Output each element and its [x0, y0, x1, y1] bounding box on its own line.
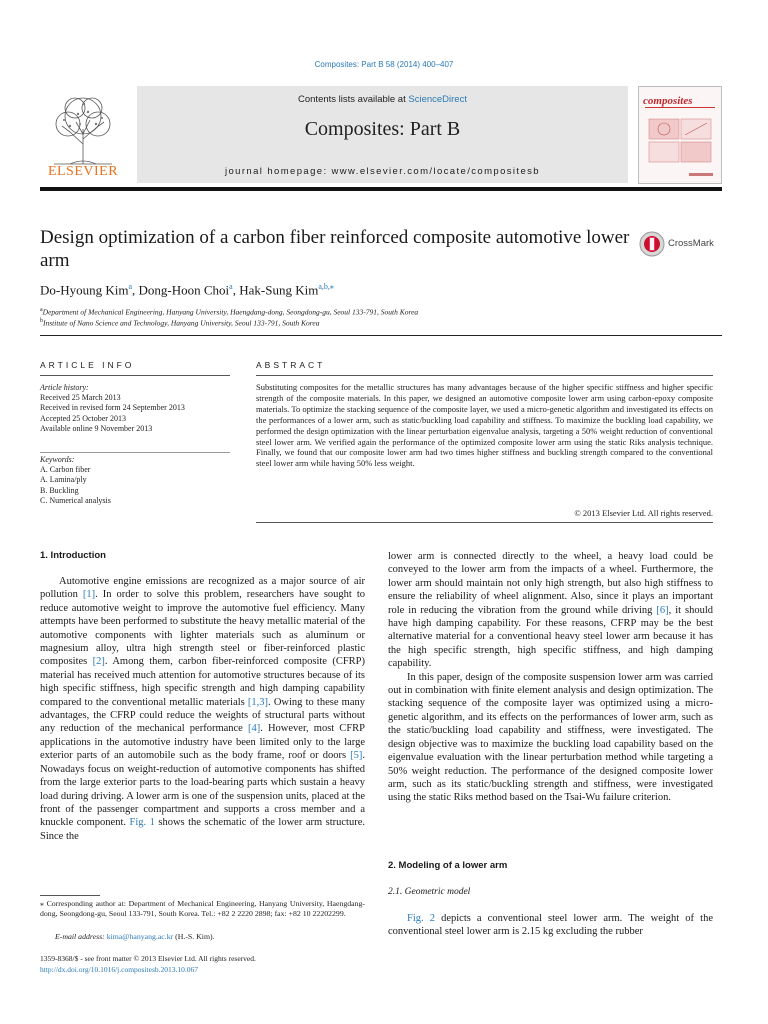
citation-link[interactable]: [1] [82, 589, 96, 601]
affiliation-text: Institute of Nano Science and Technology, Hanyang University, Seoul 133-791, South Korea [43, 318, 320, 328]
cover-title: composites [643, 95, 693, 107]
section-2-body [388, 912, 713, 939]
keywords-label: Keywords: [40, 455, 75, 464]
right-column-body [388, 550, 713, 805]
article-history-label: Article history: [40, 383, 89, 392]
affiliation-marker: b [40, 318, 43, 324]
paragraph-continued [388, 550, 713, 671]
text-run: lower arm is connected directly to the wheel, a heavy load could be conveyed to the lower arm from the impacts of a wheel. Furthermore, the lower arm should maintain not only high strength, but also high stiffness to ensure the reliability of wheel alignment. Also, since it plays an important role in reducing the vibration from the ground while driving [388, 551, 713, 616]
sciencedirect-link[interactable]: ScienceDirect [408, 94, 467, 105]
author-affiliation-sup[interactable]: a [128, 282, 133, 291]
crossmark-icon [639, 231, 665, 257]
citation-link[interactable]: [4] [247, 723, 261, 735]
contents-prefix: Contents lists available at [298, 94, 409, 105]
email-link[interactable]: kima@hanyang.ac.kr [106, 932, 174, 941]
crossmark-label: CrossMark [668, 238, 714, 249]
history-item: Accepted 25 October 2013 [40, 413, 126, 423]
paper-title: Design optimization of a carbon fiber reinforced composite automotive lower arm [40, 227, 630, 271]
text-run: . In order to solve this problem, researchers have sought to reduce automotive weight to improve the automotive fuel efficiency. Many attempts have been performed to substitute the heavy metallic material of the automotive components with lighter materials such as aluminum or magnesium alloy, ultra high strength steel or fiber-reinforced plastic composites [40, 589, 365, 668]
history-item: Received 25 March 2013 [40, 393, 121, 402]
text-run: . Owing to these many advantages, the CFRP could reduce the weights of structural parts without any reduction of the mechanical performance [40, 696, 365, 735]
crossmark-button[interactable] [639, 230, 729, 260]
section-heading-introduction: 1. Introduction [40, 550, 106, 561]
journal-homepage [137, 166, 628, 177]
footnote-rule [40, 895, 100, 896]
author-name[interactable]: Dong-Hoon Choi [138, 282, 230, 298]
keywords-rule [40, 452, 230, 453]
paragraph: In this paper, design of the composite suspension lower arm was carried out in combination with finite element analysis and design optimization. The stacking sequence of the composite layer was optimized using a micro-genetic algorithm, and its effects on the performances of lower arm, such as the static/buckling load capability and stiffness, were investigated. The design objective was to maximize the buckling load capability based on the eigenvalue evaluation with the linear perturbation method while targeting a 50% weight reduction. The performance of the designed composite lower arm, such as its static/buckling strength and stiffness, were investigated using the static Riks method based on the Tsai-Wu failure criterion. [388, 671, 713, 804]
article-history [40, 393, 185, 435]
keywords-list [40, 465, 111, 507]
title-block-rule [40, 335, 722, 336]
paragraph [40, 575, 365, 843]
section-heading-modeling: 2. Modeling of a lower arm [388, 860, 508, 871]
abstract-text: Substituting composites for the metallic structures has many advantages because of the higher specific stiffness and higher specific strength of the composite materials. In this paper, we designed an automotive composite lower arm using carbon-epoxy composite materials. To optimize the stacking sequence of the composite layer, we used a micro-genetic algorithm and investigated its effects on the performances of a lower arm, such as static/buckling load capability and stiffness. To maximize the buckling load capability, we performed the design optimization with the linear perturbation eigenvalue analysis, targeting a 50% weight reduction of conventional steel lower arm. We verified again the performance of the optimized composite lower arm using the static Riks analysis technique. Finally, we found that our composite lower arm had two times higher stiffness and buckling strength compared to the conventional steel lower arm while having 50% less weight. [256, 382, 713, 469]
article-info-heading: ARTICLE INFO [40, 360, 135, 370]
elsevier-logo [40, 84, 126, 182]
figure-link[interactable]: Fig. 2 [407, 913, 435, 924]
keyword-item: B. Buckling [40, 485, 79, 495]
affiliation-marker: a [40, 307, 43, 313]
history-item: Received in revised form 24 September 2013 [40, 403, 185, 413]
text-run: , it should have high damping capability. For these reasons, CFRP may be the best alternative material for a conventional heavy steel lower arm because it has the high specific strength, high specific stiffness, and high damping capability. [388, 604, 714, 670]
abstract-rule-bottom [256, 522, 713, 523]
history-item: Available online 9 November 2013 [40, 424, 153, 434]
corresponding-author-footnote: ⁎ Corresponding author at: Department of Mechanical Engineering, Hanyang University, Haengdang-dong, Seongdong-gu, Seoul 133-791, South Korea. Tel.: +82 2 2220 2898; fax: +82 10 22202299. [40, 899, 365, 919]
citation-link[interactable]: [6] [656, 604, 669, 616]
text-run: depicts a conventional steel lower arm. The weight of the conventional steel lower arm is 2.15 kg excluding the rubber [388, 913, 713, 938]
subsection-heading-geometric-model: 2.1. Geometric model [388, 887, 471, 897]
affiliation-text: Department of Mechanical Engineering, Hanyang University, Haengdang-dong, Seongdong-gu, Seoul 133-791, South Korea [42, 307, 419, 317]
paragraph [388, 912, 713, 939]
abstract-rule-top [256, 375, 713, 376]
article-info-rule [40, 375, 230, 376]
keyword-item: A. Carbon fiber [40, 465, 91, 474]
abstract-copyright: © 2013 Elsevier Ltd. All rights reserved. [574, 508, 713, 518]
elsevier-wordmark: ELSEVIER [47, 164, 119, 179]
header-rule [40, 187, 722, 191]
text-run: Automotive engine emissions are recognized as a major source of air pollution [40, 576, 365, 601]
journal-citation[interactable]: Composites: Part B 58 (2014) 400–407 [314, 60, 454, 69]
affiliation-b [40, 318, 320, 328]
author-affiliation-sup[interactable]: a [229, 282, 233, 291]
text-run: shows the schematic of the lower arm structure. Since the [40, 817, 365, 842]
journal-title: Composites: Part B [304, 118, 461, 140]
keyword-item: C. Numerical analysis [40, 496, 111, 506]
text-run: . However, most CFRP applications in the automotive industry have been limited only to the large exterior parts of an automobile such as the body frame, roof or doors [40, 723, 365, 762]
citation-link[interactable]: [2] [92, 656, 105, 668]
author-affiliation-sup[interactable]: a,b,⁎ [318, 282, 334, 291]
email-label: E-mail address: [55, 932, 107, 941]
journal-cover-thumbnail[interactable] [638, 86, 722, 184]
text-run: . Nowadays focus on weight-reduction of automotive components has shifted from the large exterior parts to the load-bearing parts which sustain a heavy load during driving. A lower arm is one of the suspension units, placed at the front of the passenger compartment and supports a cross member and a knuckle component. [40, 750, 365, 829]
citation-link[interactable]: [1,3] [247, 696, 269, 708]
citation-link[interactable]: [5] [350, 750, 363, 762]
figure-link[interactable]: Fig. 1 [129, 817, 155, 829]
affiliation-a [40, 307, 418, 317]
author-separator: , [232, 282, 240, 298]
email-suffix: (H.-S. Kim). [173, 932, 215, 941]
author-list [40, 282, 334, 298]
keyword-item: A. Lamina/ply [40, 475, 87, 485]
left-column-body [40, 575, 365, 843]
contents-line [137, 94, 628, 105]
abstract-heading: ABSTRACT [256, 360, 326, 370]
author-separator: , [132, 282, 139, 298]
author-name[interactable]: Hak-Sung Kim [239, 282, 319, 298]
email-footnote [40, 932, 215, 941]
homepage-label: journal homepage: [224, 166, 332, 177]
homepage-url-link[interactable]: www.elsevier.com/locate/compositesb [331, 166, 540, 177]
text-run: . Among them, carbon fiber-reinforced composite (CFRP) material has received much attention for automotive structures because of its high specific stiffness, high specific strength and high damping capability compared to the conventional metallic materials [40, 656, 365, 708]
doi-link[interactable]: http://dx.doi.org/10.1016/j.compositesb.2013.10.067 [40, 965, 198, 974]
issn-line: 1359-8368/$ - see front matter © 2013 Elsevier Ltd. All rights reserved. [40, 954, 256, 963]
author-name[interactable]: Do-Hyoung Kim [40, 282, 129, 298]
